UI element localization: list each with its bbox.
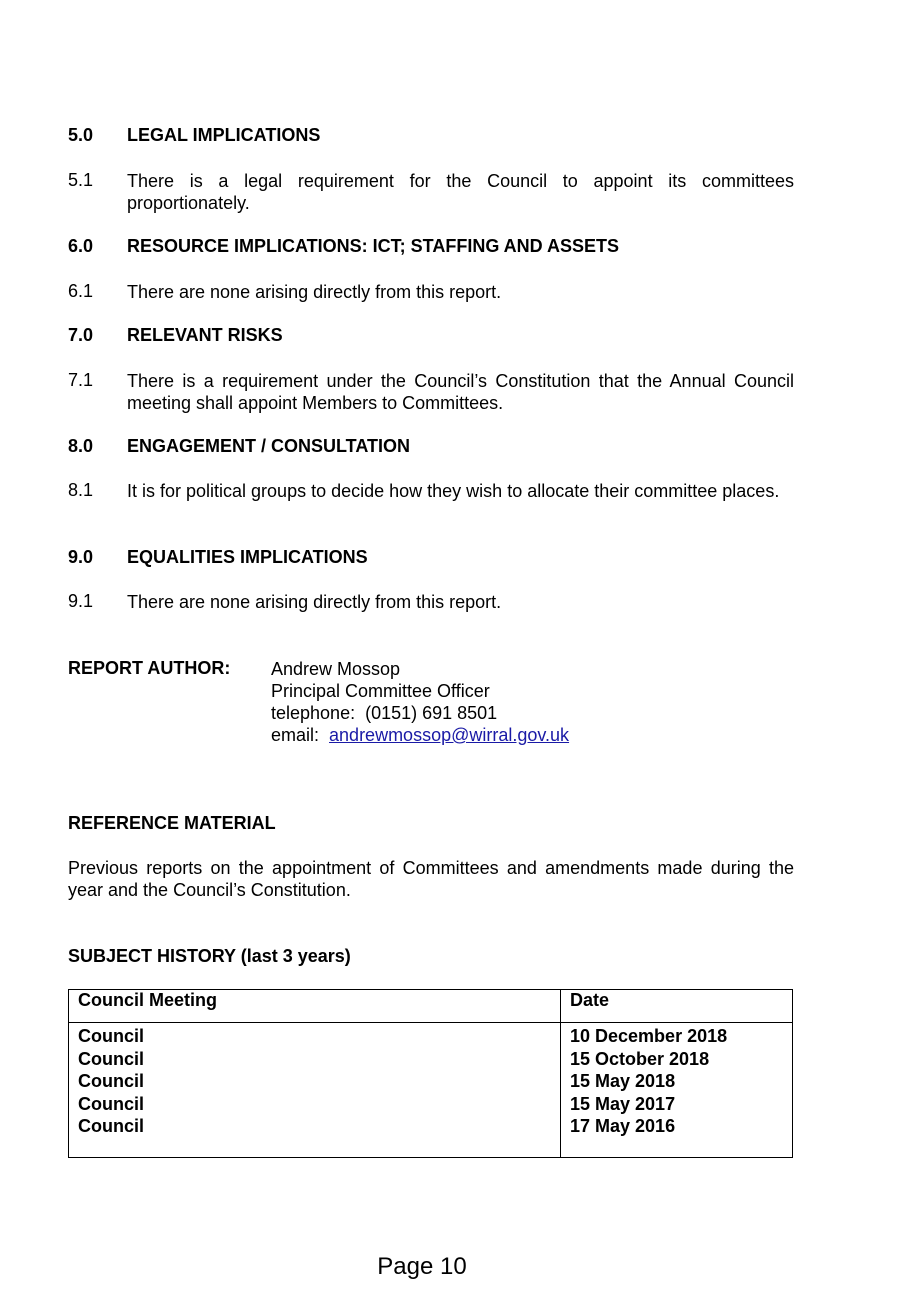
page-number: Page 10 — [377, 1253, 467, 1280]
section-9-1-number: 9.1 — [68, 591, 94, 611]
section-7-1-text: There is a requirement under the Council’s Constitution that the Annual Council meeting shall appoint Members to Committees. — [127, 371, 794, 413]
section-8-1-number: 8.1 — [68, 480, 94, 500]
date-value: 17 May 2016 — [570, 1116, 676, 1136]
section-7-number: 7.0 — [68, 325, 94, 345]
table-header-row — [69, 990, 793, 1023]
date-value: 15 October 2018 — [570, 1048, 710, 1069]
meeting-value: Council — [78, 1048, 144, 1069]
reference-material-heading: REFERENCE MATERIAL — [68, 813, 276, 833]
section-6-1-number: 6.1 — [68, 281, 94, 301]
section-9-1-text: There are none arising directly from this report. — [127, 592, 502, 612]
meeting-value: Council — [78, 1093, 144, 1114]
report-author-label: REPORT AUTHOR: — [68, 658, 231, 678]
section-8-number: 8.0 — [68, 436, 94, 456]
date-value: 10 December 2018 — [570, 1026, 728, 1046]
section-5-number: 5.0 — [68, 125, 94, 145]
author-email-line — [271, 724, 569, 746]
date-value: 15 May 2017 — [570, 1093, 676, 1114]
section-9-number: 9.0 — [68, 547, 94, 567]
section-5-1-text: There is a legal requirement for the Council to appoint its committees proportionately. — [127, 171, 794, 213]
author-title: Principal Committee Officer — [271, 681, 490, 701]
column-header-council-meeting: Council Meeting — [69, 990, 561, 1023]
section-5-1-number: 5.1 — [68, 170, 94, 190]
column-header-date: Date — [561, 990, 793, 1023]
table-row — [69, 1023, 793, 1158]
section-7-heading: RELEVANT RISKS — [127, 325, 283, 345]
author-telephone: telephone: (0151) 691 8501 — [271, 703, 498, 723]
subject-history-heading: SUBJECT HISTORY (last 3 years) — [68, 946, 351, 966]
author-email-label: email: — [271, 725, 320, 745]
section-6-number: 6.0 — [68, 236, 94, 256]
author-name: Andrew Mossop — [271, 659, 401, 679]
section-6-1-text: There are none arising directly from this report. — [127, 282, 502, 302]
section-6-heading: RESOURCE IMPLICATIONS: ICT; STAFFING AND ASSETS — [127, 236, 620, 256]
meeting-cell — [69, 1023, 561, 1158]
date-cell — [561, 1023, 793, 1158]
meeting-value: Council — [78, 1071, 144, 1091]
section-7-1-number: 7.1 — [68, 370, 94, 390]
meeting-value: Council — [78, 1026, 144, 1046]
section-8-heading: ENGAGEMENT / CONSULTATION — [127, 436, 410, 456]
section-5-heading: LEGAL IMPLICATIONS — [127, 125, 321, 145]
section-8-1-text: It is for political groups to decide how they wish to allocate their committee places. — [127, 481, 780, 501]
subject-history-table — [68, 989, 793, 1158]
report-author-block — [271, 658, 569, 746]
section-9-heading: EQUALITIES IMPLICATIONS — [127, 547, 368, 567]
author-email-link[interactable]: andrewmossop@wirral.gov.uk — [329, 725, 570, 745]
date-value: 15 May 2018 — [570, 1071, 676, 1091]
reference-material-text: Previous reports on the appointment of Committees and amendments made during the year and the Council’s Constitution. — [68, 858, 794, 900]
meeting-value: Council — [78, 1116, 144, 1136]
